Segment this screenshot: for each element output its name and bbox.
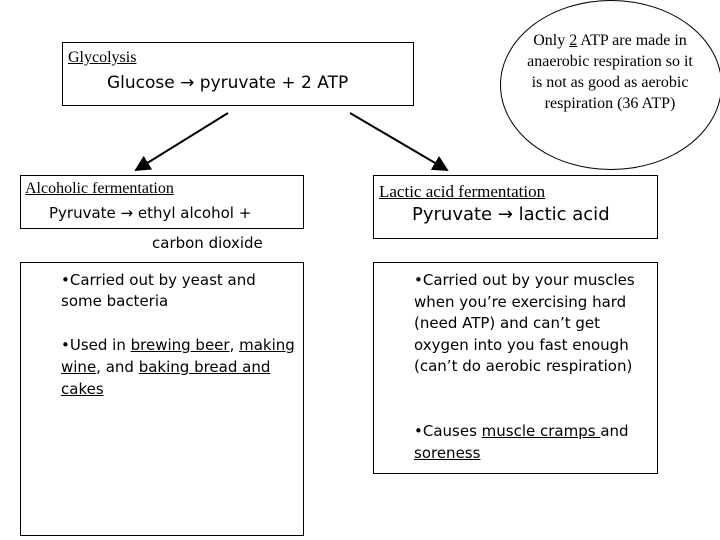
alcoholic-bullet-2 — [61, 334, 297, 400]
lactic-title: Lactic acid fermentation — [379, 182, 546, 201]
arrow-to-lactic — [350, 113, 447, 170]
lactic-bullet-2-mid: and — [600, 422, 629, 440]
lactic-bullet-2-prefix: •Causes — [414, 422, 482, 440]
lactic-equation: Pyruvate → lactic acid — [412, 204, 610, 225]
lactic-bullet-2 — [414, 420, 654, 464]
alcoholic-bullet-2-baking: baking bread and cakes — [61, 358, 271, 398]
atp-note-number: 2 — [569, 32, 578, 49]
alcoholic-fermentation-box — [20, 175, 304, 229]
alcoholic-equation-line1: Pyruvate → ethyl alcohol + — [49, 204, 252, 222]
arrow-to-alcoholic — [136, 113, 228, 170]
alcoholic-bullet-2-sep1: , — [229, 336, 240, 354]
alcoholic-details-box — [20, 262, 304, 536]
alcoholic-bullet-2-brewing: brewing beer — [130, 336, 230, 354]
lactic-bullet-2-soreness: soreness — [414, 444, 481, 462]
lactic-fermentation-box — [373, 175, 658, 239]
glycolysis-title: Glycolysis — [68, 49, 137, 66]
atp-note-prefix: Only — [533, 32, 570, 49]
alcoholic-equation-line2: carbon dioxide — [152, 234, 263, 252]
atp-note-rest: ATP are made in anaerobic respiration so it is not as good as aerobic respiration (36 ATP) — [527, 32, 693, 112]
glycolysis-box — [62, 42, 414, 106]
alcoholic-bullet-2-prefix: •Used in — [61, 336, 131, 354]
alcoholic-bullet-2-wine: making wine — [61, 336, 295, 376]
lactic-bullet-1: •Carried out by your muscles when you’re exercising hard (need ATP) and can’t get oxygen into you fast enough (can’t do aerobic respiration) — [414, 271, 635, 375]
lactic-bullet-2-cramps: muscle cramps — [481, 422, 601, 440]
alcoholic-title: Alcoholic fermentation — [25, 180, 174, 197]
lactic-details-box — [373, 262, 658, 474]
alcoholic-bullet-2-sep2: , and — [96, 358, 139, 376]
alcoholic-bullet-1: •Carried out by yeast and some bacteria — [61, 271, 256, 310]
glycolysis-equation: Glucose → pyruvate + 2 ATP — [107, 73, 349, 93]
atp-note-text — [520, 30, 700, 114]
